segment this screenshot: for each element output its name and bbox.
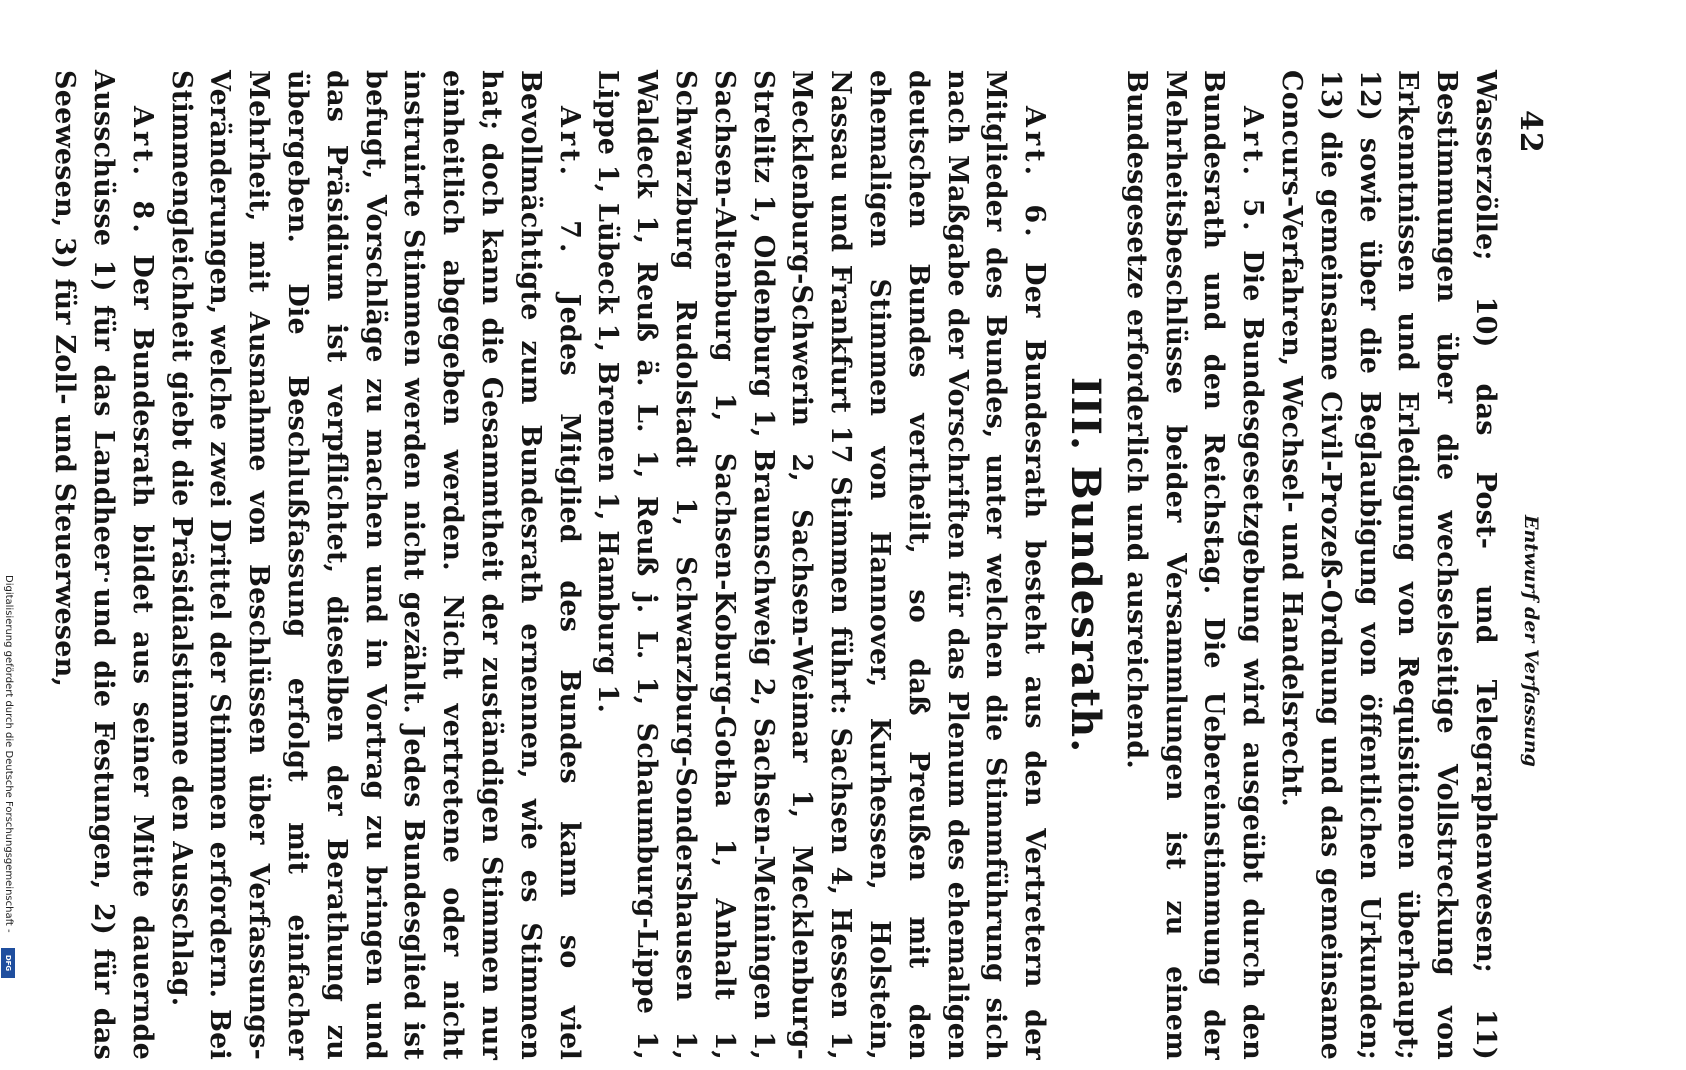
dfg-logo bbox=[1, 948, 15, 978]
article-7-text: Jedes Mitglied des Bundes kann so viel Bevollmächtigte zum Bundesrath ernennen, wie es Stimmen hat; doch kann die Gesammtheit der zuständigen Stimmen nur einheitlich abgegeben werden. Nicht vertretene oder nicht instruirte Stimmen werden nicht gezählt. Jedes Bundesglied ist befugt, Vorschläge zu machen und in Vortrag zu bringen und das Präsidium ist verpflichtet, dieselben der Berathung zu übergeben. Die Beschlußfassung erfolgt mit einfacher Mehrheit, mit Ausnahme von Beschlüssen über Verfassungs-Veränderungen, welche zwei Drittel der Stimmen erfordern. Bei Stimmengleichheit giebt die Präsidialstimme den Ausschlag. bbox=[165, 70, 585, 1061]
running-head bbox=[1504, 70, 1550, 1060]
digitization-note: Digitalisierung gefördert durch die Deutsche Forschungsgemeinschaft - bbox=[3, 575, 14, 933]
running-title: Entwurf der Verfassung bbox=[1520, 515, 1542, 767]
body-text bbox=[45, 70, 1504, 1060]
section-heading: III. Bundesrath. bbox=[1062, 376, 1110, 754]
article-7 bbox=[161, 70, 588, 1060]
article-8-label: Art. 8. bbox=[126, 106, 158, 237]
dfg-logo-text: DFG bbox=[4, 954, 12, 972]
article-7-label: Art. 7. bbox=[553, 106, 585, 257]
article-6-label: Art. 6. bbox=[1019, 106, 1051, 241]
article-6-text: Der Bundesrath besteht aus den Vertretern der Mitglieder des Bundes, unter welchen die Stimmführung sich nach Maßgabe der Vorschriften für das Plenum des ehemaligen deutschen Bundes vertheilt, so daß Preußen mit den ehemaligen Stimmen von Hannover, Kurhessen, Holstein, Nassau und Frankfurt 17 Stimmen führt: Sachsen 4, Hessen 1, Mecklenburg-Schwerin 2, Sachsen-Weimar 1, Mecklenburg-Strelitz 1, Oldenburg 1, Braunschweig 2, Sachsen-Meiningen 1, Sachsen-Altenburg 1, Sachsen-Koburg-Gotha 1, Anhalt 1, Schwarzburg Rudolstadt 1, Schwarzburg-Sondershausen 1, Waldeck 1, Reuß ä. L. 1, Reuß j. L. 1, Schaumburg-Lippe 1, Lippe 1, Lübeck 1, Bremen 1, Hamburg 1. bbox=[592, 70, 1051, 1060]
article-8-text: Der Bundesrath bildet aus seiner Mitte dauernde Ausschüsse 1) für das Landheer und die Festungen, 2) für das Seewesen, 3) für Zoll- und Steuerwesen, bbox=[49, 70, 158, 1061]
digitization-credit bbox=[2, 575, 18, 985]
article-6 bbox=[588, 70, 1054, 1060]
article-5 bbox=[1116, 70, 1271, 1060]
article-5-text: Die Bundesgesetzgebung wird ausgeübt durch den Bundesrath und den Reichstag. Die Uebereinstimmung der Mehrheitsbeschlüsse beider Versammlungen ist zu einem Bundesgesetze erforderlich und ausreichend. bbox=[1120, 70, 1269, 1060]
paragraph-continued: Wasserzölle; 10) das Post- und Telegraphenwesen; 11) Bestimmungen über die wechselseitige Vollstreckung von Erkenntnissen und Erledigung von Requisitionen überhaupt; 12) sowie über die Beglaubigung von öffentlichen Urkunden; 13) die gemeinsame Civil-Prozeß-Ordnung und das gemeinsame Concurs-Verfahren, Wechsel- und Handelsrecht. bbox=[1276, 70, 1501, 1060]
page-number: 42 bbox=[1513, 110, 1548, 154]
document-page bbox=[49, 60, 1550, 1070]
article-5-label: Art. 5. bbox=[1237, 106, 1269, 235]
article-8 bbox=[45, 70, 161, 1060]
